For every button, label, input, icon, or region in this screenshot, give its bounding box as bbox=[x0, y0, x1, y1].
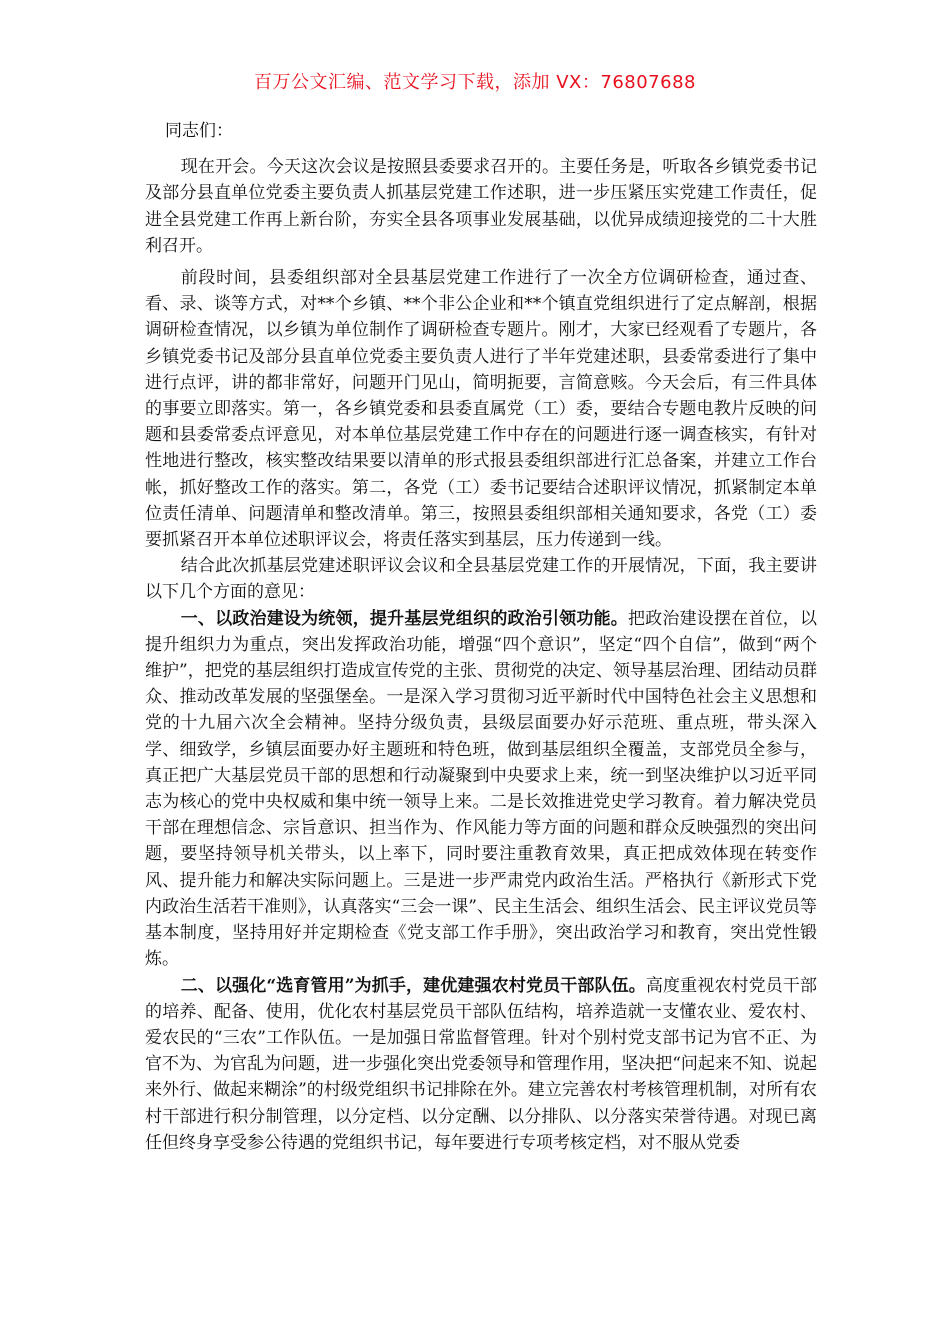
paragraph-text: 结合此次抓基层党建述职评议会议和全县基层党建工作的开展情况，下面，我主要讲以下几个方面的意见： bbox=[145, 556, 817, 603]
document-body bbox=[145, 118, 817, 1156]
section-two bbox=[145, 973, 817, 1156]
paragraph-text: 现在开会。今天这次会议是按照县委要求召开的。主要任务是，听取各乡镇党委书记及部分县直单位党委主要负责人抓基层党建工作述职，进一步压紧压实党建工作责任，促进全县党建工作再上新台阶，夯实全县各项事业发展基础，以优异成绩迎接党的二十大胜利召开。 bbox=[145, 157, 817, 256]
section-heading: 二、以强化“选育管用”为抓手，建优建强农村党员干部队伍。 bbox=[180, 975, 646, 996]
paragraph-text: 前段时间，县委组织部对全县基层党建工作进行了一次全方位调研检查，通过查、看、录、谈等方式，对**个乡镇、**个非公企业和**个镇直党组织进行了定点解剖，根据调研检查情况，以乡镇为单位制作了调研检查专题片。刚才，大家已经观看了专题片，各乡镇党委书记及部分县直单位党委主要负责人进行了半年党建述职，县委常委进行了集中进行点评，讲的都非常好，问题开门见山，简明扼要，言简意赅。今天会后，有三件具体的事要立即落实。第一，各乡镇党委和县委直属党（工）委，要结合专题电教片反映的问题和县委常委点评意见，对本单位基层党建工作中存在的问题进行逐一调查核实，有针对性地进行整改，核实整改结果要以清单的形式报县委组织部进行汇总备案，并建立工作台帐，抓好整改工作的落实。第二，各党（工）委书记要结合述职评议情况，抓紧制定本单位责任清单、问题清单和整改清单。第三，按照县委组织部相关通知要求，各党（工）委要抓紧召开本单位述职评议会，将责任落实到基层，压力传递到一线。 bbox=[145, 268, 817, 551]
section-heading: 一、以政治建设为统领，提升基层党组织的政治引领功能。 bbox=[180, 608, 628, 629]
paragraph-background bbox=[145, 265, 817, 553]
salutation: 同志们： bbox=[165, 121, 233, 141]
section-text: 高度重视农村党员干部的培养、配备、使用，优化农村基层党员干部队伍结构，培养造就一支懂农业、爱农村、爱农民的“三农”工作队伍。一是加强日常监督管理。针对个别村党支部书记为官不正、为官不为、为官乱为问题，进一步强化突出党委领导和管理作用，坚决把“问起来不知、说起来外行、做起来糊涂”的村级党组织书记排除在外。建立完善农村考核管理机制，对所有农村干部进行积分制管理，以分定档、以分定酬、以分排队、以分落实荣誉待遇。对现已离任但终身享受参公待遇的党组织书记，每年要进行专项考核定档，对不服从党委 bbox=[145, 975, 817, 1153]
paragraph-intro bbox=[145, 553, 817, 605]
section-one bbox=[145, 606, 817, 973]
paragraph-opening bbox=[145, 154, 817, 259]
download-banner: 百万公文汇编、范文学习下载，添加 VX：76807688 bbox=[254, 72, 696, 93]
section-text: 把政治建设摆在首位，以提升组织力为重点，突出发挥政治功能，增强“四个意识”，坚定“四个自信”，做到“两个维护”，把党的基层组织打造成宣传党的主张、贯彻党的决定、领导基层治理、团结动员群众、推动改革发展的坚强堡垒。一是深入学习贯彻习近平新时代中国特色社会主义思想和党的十九届六次全会精神。坚持分级负责，县级层面要办好示范班、重点班，带头深入学、细致学，乡镇层面要办好主题班和特色班，做到基层组织全覆盖，支部党员全参与，真正把广大基层党员干部的思想和行动凝聚到中央要求上来，统一到坚决维护以习近平同志为核心的党中央权威和集中统一领导上来。二是长效推进党史学习教育。着力解决党员干部在理想信念、宗旨意识、担当作为、作风能力等方面的问题和群众反映强烈的突出问题，要坚持领导机关带头，以上率下，同时要注重教育效果，真正把成效体现在转变作风、提升能力和解决实际问题上。三是进一步严肃党内政治生活。严格执行《新形式下党内政治生活若干准则》，认真落实“三会一课”、民主生活会、组织生活会、民主评议党员等基本制度，坚持用好并定期检查《党支部工作手册》，突出政治学习和教育，突出党性锻炼。 bbox=[145, 608, 817, 970]
